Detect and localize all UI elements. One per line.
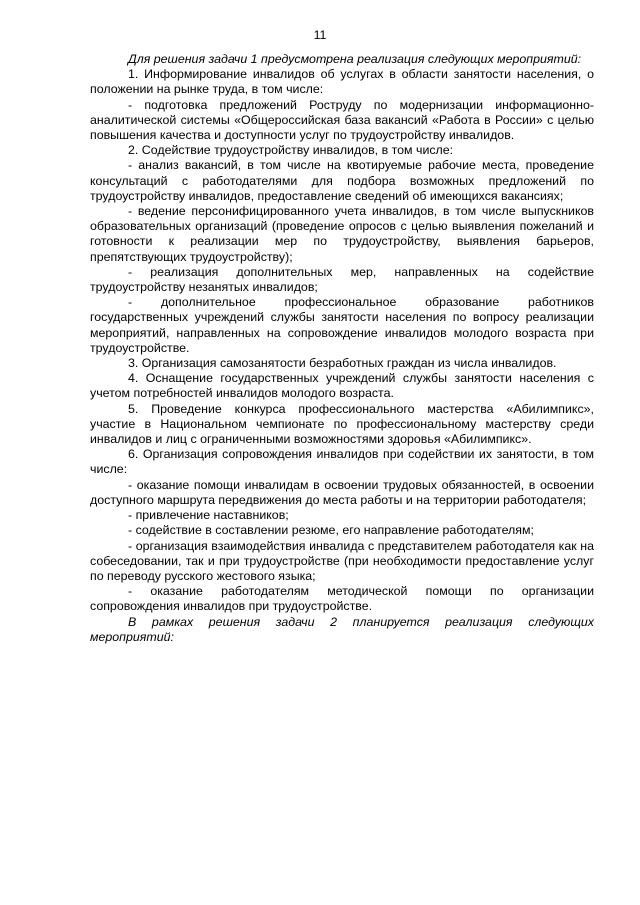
document-body xyxy=(90,52,594,645)
page-number: 11 xyxy=(313,28,327,42)
paragraph-item-3: 3. Организация самозанятости безработных граждан из числа инвалидов. xyxy=(128,356,557,371)
paragraph-subitem: - реализация дополнительных мер, направленных на содействие трудоустройству незанятых инвалидов; xyxy=(90,264,594,295)
paragraph-subitem: - оказание работодателям методической помощи по организации сопровождения инвалидов при трудоустройстве. xyxy=(90,584,594,614)
paragraph-item-2: 2. Содействие трудоустройству инвалидов, в том числе: xyxy=(128,143,454,158)
paragraph-item-6: 6. Организация сопровождения инвалидов при содействии их занятости, в том числе: xyxy=(90,447,594,477)
paragraph-item-5: 5. Проведение конкурса профессионального мастерства «Абилимпикс», участие в Национальном чемпионате по профессиональному мастерству среди инвалидов и лиц с ограниченными возможностями здоровья «Абилимпикс». xyxy=(90,401,594,447)
paragraph-item-4: 4. Оснащение государственных учреждений службы занятости населения с учетом потребностей инвалидов молодого возраста. xyxy=(90,371,594,401)
paragraph-subitem: - подготовка предложений Роструду по модернизации информационно-аналитической системы «Общероссийская база вакансий «Работа в России» с целью повышения качества и доступности услуг по трудоустройству инвалидов. xyxy=(90,97,594,143)
paragraph-intro-task-1: Для решения задачи 1 предусмотрена реализация следующих мероприятий: xyxy=(128,52,582,66)
paragraph-subitem: - анализ вакансий, в том числе на квотируемые рабочие места, проведение консультаций с работодателями для подбора возможных предложений по трудоустройству инвалидов, предоставление сведений об имеющихся вакансиях; xyxy=(90,158,594,203)
paragraph-subitem: - содействие в составлении резюме, его направление работодателям; xyxy=(128,523,534,538)
paragraph-subitem: - организация взаимодействия инвалида с представителем работодателя как на собеседовании, так и при трудоустройстве (при необходимости предоставление услуг по переводу русского жестового языка; xyxy=(90,538,594,583)
paragraph-subitem: - привлечение наставников; xyxy=(128,508,289,523)
paragraph-subitem: - ведение персонифицированного учета инвалидов, в том числе выпускников образовательных организаций (проведение опросов с целью выявления пожеланий и готовности к реализации мер по трудоустройству, выявления барьеров, препятствующих трудоустройству); xyxy=(90,204,594,264)
paragraph-item-1: 1. Информирование инвалидов об услугах в области занятости населения, о положении на рынке труда, в том числе: xyxy=(90,67,594,97)
paragraph-subitem: - дополнительное профессиональное образование работников государственных учреждений службы занятости населения по вопросу реализации мероприятий, направленных на сопровождение инвалидов молодого возраста при трудоустройстве. xyxy=(90,295,594,355)
paragraph-intro-task-2: В рамках решения задачи 2 планируется реализация следующих мероприятий: xyxy=(90,614,594,644)
paragraph-subitem: - оказание помощи инвалидам в освоении трудовых обязанностей, в освоении доступного маршрута передвижения до места работы и на территории работодателя; xyxy=(90,477,594,507)
